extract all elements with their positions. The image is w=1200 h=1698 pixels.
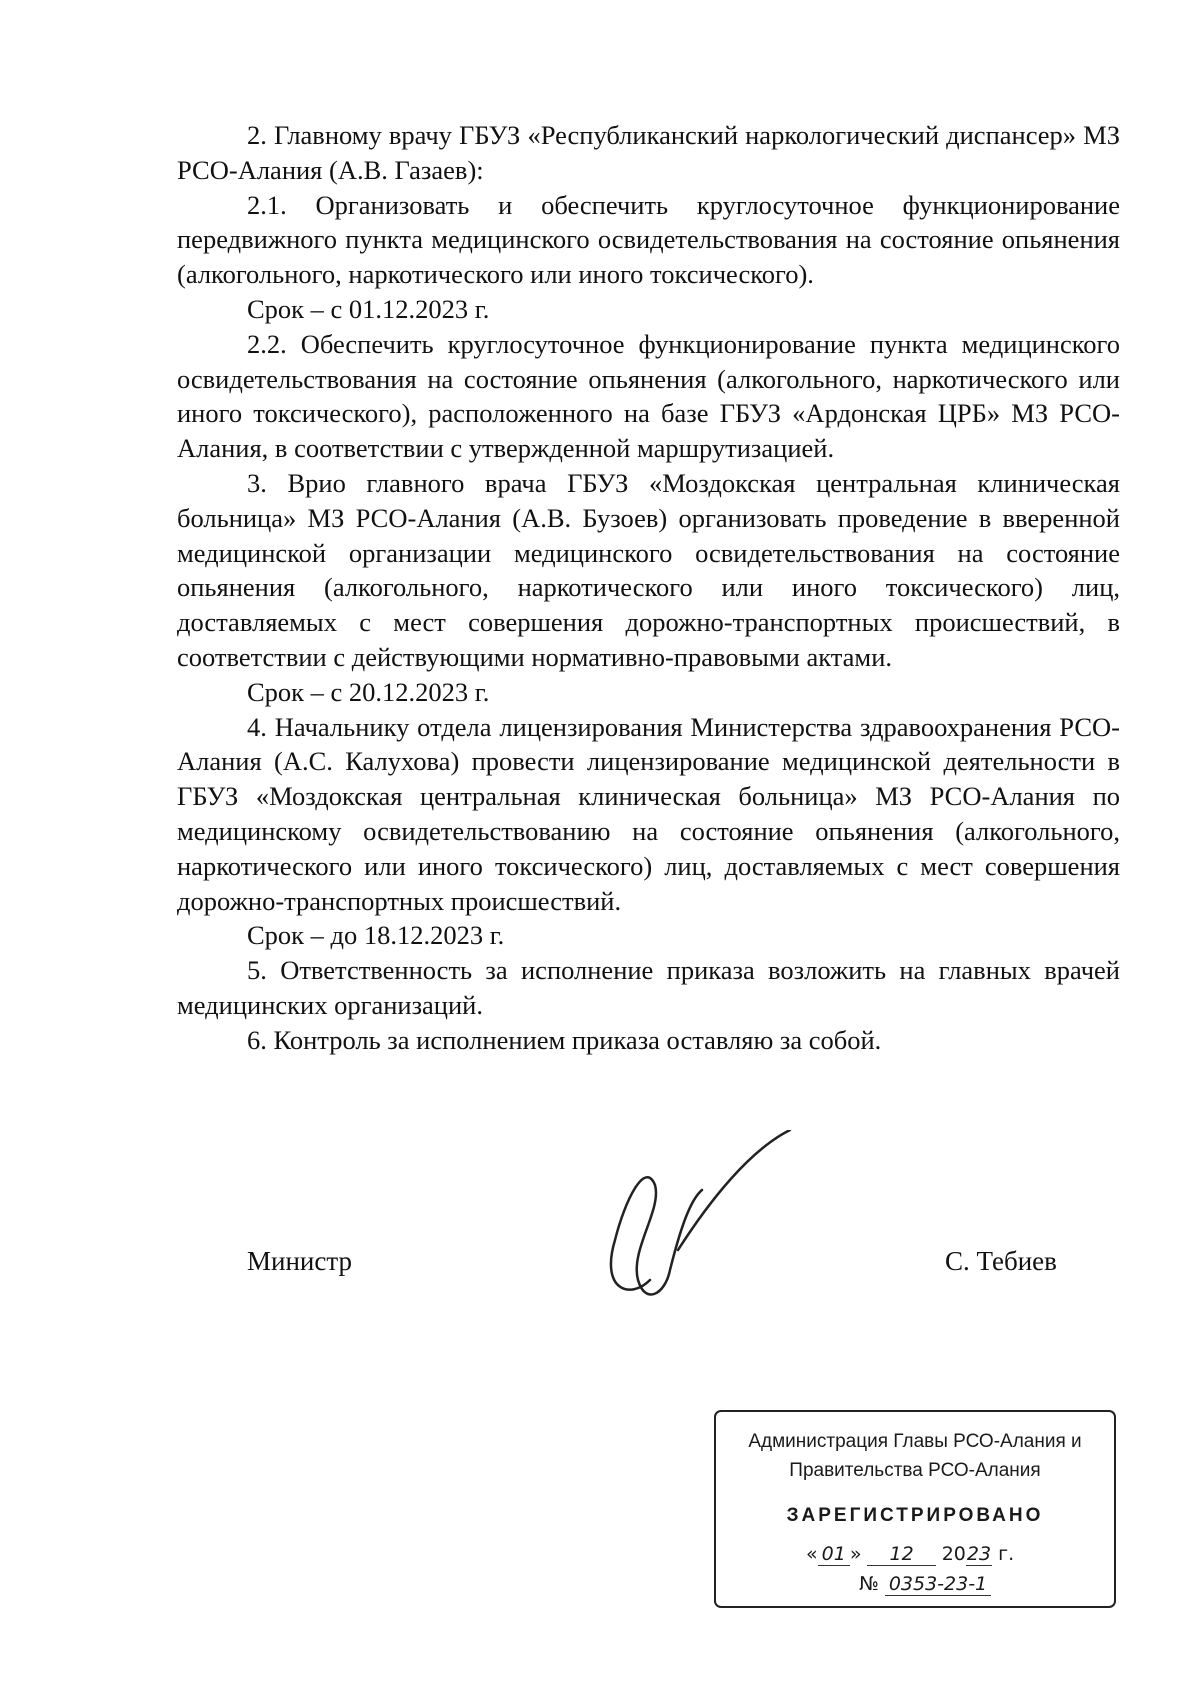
deadline-3: Срок – с 20.12.2023 г. xyxy=(247,676,490,707)
stamp-date xyxy=(806,1542,1014,1566)
stamp-date-year-prefix: 20 xyxy=(941,1543,966,1565)
stamp-date-year-suffix: 23 xyxy=(966,1543,992,1565)
signatory-name: С. Тебиев xyxy=(945,1246,1057,1276)
stamp-date-close-quote: » xyxy=(849,1543,862,1565)
signatory-title: Министр xyxy=(247,1246,352,1276)
registration-stamp xyxy=(714,1410,1116,1608)
stamp-date-open-quote: « xyxy=(806,1543,818,1565)
paragraph-3: 3. Врио главного врача ГБУЗ «Моздокская центральная клиническая больница» МЗ РСО-Алания (А.В. Бузоев) организовать проведение в вверенной медицинской организации медицинского освидетельствования на состояние опьянения (алкогольного, наркотического или иного токсического) лиц, доставляемых с мест совершения дорожно-транспортных происшествий, в соответствии с действующими нормативно-правовыми актами. xyxy=(177,467,1120,672)
stamp-date-year-unit: г. xyxy=(998,1543,1015,1565)
deadline-2-1: Срок – с 01.12.2023 г. xyxy=(247,293,490,324)
paragraph-6: 6. Контроль за исполнением приказа оставляю за собой. xyxy=(247,1024,882,1055)
stamp-authority-line2: Правительства РСО-Алания xyxy=(789,1460,1041,1481)
paragraph-2: 2. Главному врачу ГБУЗ «Республиканский наркологический диспансер» МЗ РСО-Алания (А.В. Газаев): xyxy=(177,120,1120,185)
stamp-registered-label: ЗАРЕГИСТРИРОВАНО xyxy=(786,1505,1044,1526)
deadline-4: Срок – до 18.12.2023 г. xyxy=(247,920,505,951)
stamp-number xyxy=(859,1572,991,1596)
paragraph-2-1: 2.1. Организовать и обеспечить круглосуточное функционирование передвижного пункта медицинского освидетельствования на состояние опьянения (алкогольного, наркотического или иного токсического). xyxy=(177,189,1120,290)
stamp-authority-line1: Администрация Главы РСО-Алания и xyxy=(748,1431,1082,1452)
order-body xyxy=(177,118,1120,1058)
paragraph-2-2: 2.2. Обеспечить круглосуточное функционирование пункта медицинского освидетельствования на состояние опьянения (алкогольного, наркотического или иного токсического), расположенного на базе ГБУЗ «Ардонская ЦРБ» МЗ РСО-Алания, в соответствии с утвержденной маршрутизацией. xyxy=(177,328,1120,464)
paragraph-4: 4. Начальнику отдела лицензирования Министерства здравоохранения РСО-Алания (А.С. Калухова) провести лицензирование медицинской деятельности в ГБУЗ «Моздокская центральная клиническая больница» МЗ РСО-Алания по медицинскому освидетельствованию на состояние опьянения (алкогольного, наркотического или иного токсического) лиц, доставляемых с мест совершения дорожно-транспортных происшествий. xyxy=(177,711,1120,916)
handwritten-signature xyxy=(590,1130,850,1330)
paragraph-5: 5. Ответственность за исполнение приказа возложить на главных врачей медицинских организаций. xyxy=(177,955,1120,1020)
stamp-number-label: № xyxy=(859,1573,879,1595)
stamp-date-month: 12 xyxy=(867,1543,935,1566)
stamp-number-value: 0353-23-1 xyxy=(885,1573,991,1596)
stamp-date-day: 01 xyxy=(818,1543,850,1566)
